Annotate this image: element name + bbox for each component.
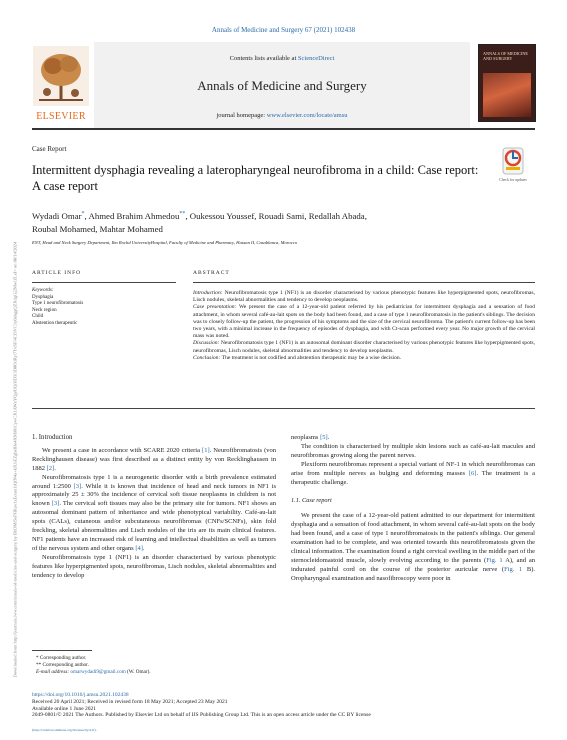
keyword-item: Neck region: [32, 307, 57, 313]
journal-citation[interactable]: Annals of Medicine and Surgery 67 (2021) 102438: [211, 26, 356, 34]
paragraph-text: . The treatment is a therapeutic challenge.: [291, 469, 535, 486]
abstract-bottom-rule: [32, 408, 535, 409]
footnote-corresponding-2: ** Corresponding author.: [36, 662, 89, 668]
section-heading-introduction: 1. Introduction: [32, 434, 73, 441]
paragraph-text: .: [54, 464, 56, 472]
subsection-heading-case-report: 1.1. Case report: [291, 497, 332, 505]
abstract-text: The treatment is not codified and abstention therapeutic may be a wise decision.: [220, 354, 402, 361]
citation-link[interactable]: [1]: [202, 446, 210, 454]
right-column-intro-paragraphs: [291, 434, 535, 487]
abstract-label: Discussion:: [193, 340, 220, 347]
footnote-rule: [32, 650, 92, 651]
elsevier-logo-text: ELSEVIER: [36, 111, 86, 122]
footnote-corresponding-1: * Corresponding author.: [36, 655, 87, 661]
abstract-rule: [193, 282, 535, 283]
abstract-body: [193, 290, 535, 362]
sciencedirect-link[interactable]: ScienceDirect: [297, 55, 335, 62]
author-list: [32, 208, 532, 236]
article-info-heading: ARTICLE INFO: [32, 270, 82, 276]
paragraph-text: A), and an indurated painful cord on the course of the posterior auricular nerve (: [291, 556, 535, 573]
paragraph-text: The condition is characterised by multiple skin lesions such as café-au-lait macules and neurofibromas growing along the parent nerves.: [291, 442, 535, 459]
paragraph-text: Neurofibromatosis type 1 (NF1) is an disorder characterised by various phenotypic features like hyperpigmented spots, neurofibromas, Lisch nodules, skeletal abnormalities and tendency to develop: [32, 553, 276, 579]
journal-homepage: [94, 112, 470, 119]
body-paragraph: [32, 447, 276, 474]
citation-link[interactable]: [6]: [468, 469, 477, 477]
citation-link[interactable]: [3]: [73, 482, 82, 490]
footnotes: [36, 655, 336, 676]
keywords-block: [32, 288, 172, 328]
received-dates: Received 20 April 2021; Received in revised form 18 May 2021; Accepted 23 May 2021: [32, 698, 228, 705]
abstract-discussion: [193, 340, 535, 354]
abstract-case-presentation: [193, 304, 535, 340]
corresponding-mark-2[interactable]: **: [179, 211, 186, 217]
homepage-prefix: journal homepage:: [216, 112, 267, 119]
download-watermark: [10, 160, 18, 680]
homepage-link[interactable]: www.elsevier.com/locate/amsu: [266, 112, 348, 119]
abstract-label: Case presentation:: [193, 304, 237, 311]
case-report-paragraphs: [291, 512, 535, 583]
check-for-updates-icon[interactable]: [494, 146, 532, 176]
paragraph-text: . While it is known that incidence of head and neck tumors in NF1 is approximately 25 ± 30% the incidence of cervical soft tissue neoplasms in children is not known: [32, 482, 276, 508]
article-type: Case Report: [32, 145, 67, 153]
paragraph-text: Neurofibromatosis type 1 is a neurogenetic disorder with a birth prevalence estimated around 1:2500: [32, 473, 276, 490]
cover-artwork: [483, 73, 531, 117]
corresponding-mark-1[interactable]: *: [81, 211, 85, 217]
email-label: E-mail address:: [36, 669, 71, 675]
keyword-item: Type 1 neurofibromatosis: [32, 301, 84, 307]
elsevier-tree-logo[interactable]: [33, 46, 89, 106]
authors-line1-rest: , Oukessou Youssef, Rouadi Sami, Redallah Abada,: [185, 210, 367, 221]
paragraph-text: We present the case of a 12-year-old patient admitted to our department for intermittent dysphagia and a sensation of food attachment, in whom several café-au-lait spots on the body had been found, and a case of type 1 neurofibromatosis in the patient's siblings. Our general examination had to be complete, and was oriented towards this neurofibromatosis given the clinical information. The examination found a right cervical swelling in the middle part of the sternocleidomastoid muscle, slowly evolving according to the parents (: [291, 512, 535, 564]
paragraph-text: . Neurofibromatosis (von Recklinghausen disease) was first described as a distinct entity by von Recklinghausen in 1882: [32, 446, 277, 472]
body-column-right: [291, 434, 535, 584]
paragraph-text: B). Oropharyngeal examination and nasofibroscopy were poor in: [291, 565, 536, 582]
body-paragraph: [32, 554, 276, 581]
header-divider: [32, 128, 535, 130]
paragraph-text: . The cervical soft tissues may also be the primary site for tumors. NF1 shows an autosomal dominant pattern of inheritance and wide phenotypical variability. Café-au-lait spots (CALs), cutaneous and/or subcutaneous neurofibromas (CNFs/SCNFs), skin fold freckling, skeletal abnormalities and Lisch nodules of the iris are its main clinical features. NF1 patients have an increased risk of learning and intellectual disabilities as well as tumors of the nervous system and other organs: [32, 500, 276, 552]
contents-prefix: Contents lists available at: [229, 55, 298, 62]
doi-link[interactable]: https://doi.org/10.1016/j.amsu.2021.102438: [32, 692, 129, 698]
body-paragraph: [291, 434, 535, 443]
abstract-text: Neurofibromatosis type 1 (NF1) is an autosomal dominant disorder characterised by various phenotypic features like hyperpigmented spots, neurofibromas, Lisch nodules, skeletal abnormalities and tendency to develop neoplasms.: [193, 340, 535, 354]
footnote-email: [36, 669, 336, 676]
download-watermark-text: Downloaded from http://journals.lww.com/annals-of-medicine-and-surgery by BhDMf5ePHKav1zEoum1tQfN4a+kJLhEZgbsIHo4XMi0hCywCX1AWnYQp/IlQrHD3i3D0OdRyi7TvSFl4Cf3VC1y0abggQZXdgGj2MwlZLeI= on 08/14/2024: [12, 241, 18, 678]
publication-info: [32, 692, 535, 719]
abstract-label: Introduction:: [193, 290, 223, 296]
abstract-introduction: [193, 290, 535, 304]
affiliation: ENT, Head and Neck Surgery Department, Ibn Rochd UniversityHospital, Faculty of Medicine and Pharmacy, Hassan II, Casablanca, Morocco: [32, 240, 298, 245]
body-column-left: [32, 434, 276, 581]
article-info-rule: [32, 282, 176, 283]
keyword-item: Dysphagia: [32, 294, 54, 300]
body-paragraph: [291, 443, 535, 461]
check-for-updates-label[interactable]: Check for updates: [499, 178, 527, 182]
citation-link[interactable]: [3]: [51, 500, 60, 508]
citation-link[interactable]: [2]: [46, 464, 55, 472]
available-online: Available online 1 June 2021: [32, 705, 97, 712]
abstract-text: We present the case of a 12-year-old patient referred by his pediatrician for intermittent dysphagia and a sensation of food attachment, in whom several café-au-lait spots on the body had been found, and a case of type 1 neurofibromatosis in the patient's siblings. The decision was to closely follow-up the patient, the progression of his symptoms and the size of the cervical neurofibroma. The patient's current follow-up has been two years, with a minimal increase in the frequency of episodes of dysphagia, and with Ct-scan performed every year. No major growth of the cervical mass was noted.: [193, 304, 535, 340]
author-1[interactable]: Wydadi Omar: [32, 210, 82, 221]
email-suffix: (W. Omar).: [125, 669, 151, 675]
license-url[interactable]: (http://creativecommons.org/licenses/by/4.0/).: [32, 728, 97, 732]
paragraph-text: Plexiform neurofibromas represent a special variant of NF-1 in which neurofibromas can arise from multiple nerves as bulging and deforming masses: [291, 460, 535, 477]
body-paragraph: [32, 474, 276, 554]
keywords-heading: Keywords:: [32, 288, 54, 293]
journal-cover-image[interactable]: [478, 44, 536, 122]
article-title: Intermittent dysphagia revealing a lateropharyngeal neurofibroma in a child: Case report: A case report: [32, 163, 479, 193]
citation-link[interactable]: Fig. 1: [486, 556, 503, 564]
left-column-paragraphs: [32, 447, 276, 581]
abstract-label: Conclusion:: [193, 354, 221, 361]
paragraph-text: We present a case in accordance with SCARE 2020 criteria: [42, 446, 203, 454]
citation-link[interactable]: [5]: [320, 434, 328, 441]
journal-title: Annals of Medicine and Surgery: [197, 78, 367, 93]
body-paragraph: [291, 461, 535, 488]
license-statement: 2049-0801/© 2021 The Authors. Published by Elsevier Ltd on behalf of IJS Publishing Group Ltd. This is an open access article under the CC BY license: [32, 712, 371, 719]
cover-title: ANNALS OF MEDICINE AND SURGERY: [483, 51, 528, 61]
citation-link[interactable]: [4]: [135, 544, 143, 552]
paragraph-text: .: [327, 434, 330, 441]
paragraph-text: .: [142, 544, 145, 552]
email-link[interactable]: omarwydadi9@gmail.com: [70, 669, 126, 675]
author-2[interactable]: , Ahmed Brahim Ahmedou: [84, 210, 180, 221]
paragraph-text: neoplasms: [291, 434, 321, 441]
abstract-heading: ABSTRACT: [193, 270, 230, 276]
keyword-item: Child: [32, 314, 44, 320]
abstract-text: Neurofibromatosis type 1 (NF1) is an disorder characterised by various phenotypic features like hyperpigmented spots, neurofibromas, Lisch nodules, skeletal abnormalities and tendency to develop neoplasms.: [193, 290, 535, 304]
citation-link[interactable]: Fig. 1: [504, 565, 523, 573]
authors-line2: Roubal Mohamed, Mahtar Mohamed: [32, 223, 163, 234]
abstract-conclusion: [193, 355, 535, 362]
body-paragraph: [291, 512, 535, 583]
contents-line: [94, 55, 470, 62]
keyword-item: Abstention therapeutic: [32, 320, 78, 326]
